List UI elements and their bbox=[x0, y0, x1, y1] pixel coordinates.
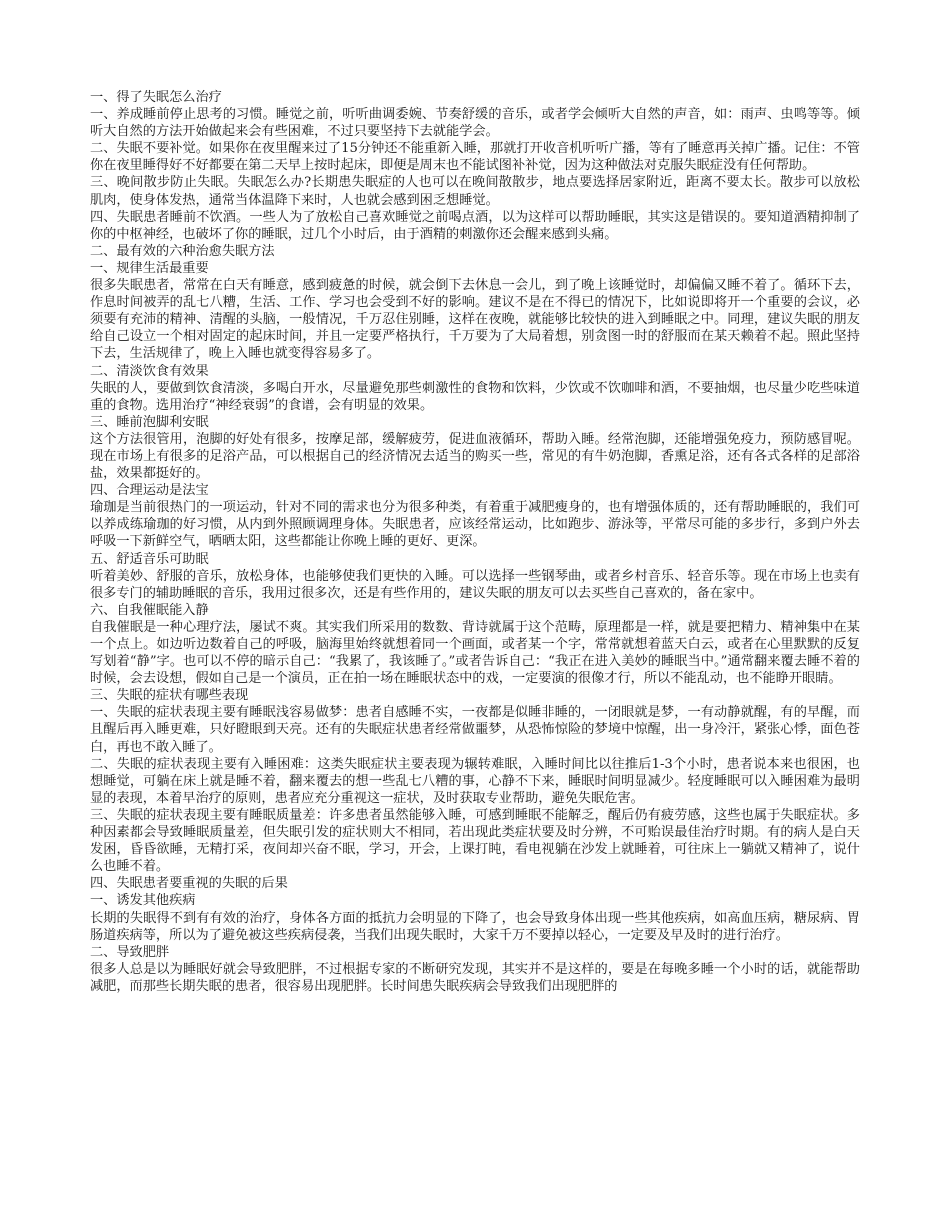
section-heading: 二、导致肥胖 bbox=[90, 944, 170, 960]
section-heading: 一、规律生活最重要 bbox=[90, 260, 209, 276]
body-paragraph: 二、失眠不要补觉。如果你在夜里醒来过了15分钟还不能重新入睡，那就打开收音机听听广播，等有了睡意再关掉广播。记住：不管你在夜里睡得好不好都要在第二天早上按时起床，即便是周末也不能试图补补觉，因为这种做法对克服失眠症没有任何帮助。 bbox=[90, 141, 860, 174]
section-heading: 一、得了失眠怎么治疗 bbox=[90, 90, 222, 105]
section-heading: 六、自我催眠能入静 bbox=[90, 602, 209, 618]
section-heading: 四、失眠患者要重视的失眠的后果 bbox=[90, 876, 288, 892]
body-paragraph: 听着美妙、舒服的音乐，放松身体，也能够使我们更快的入睡。可以选择一些钢琴曲，或者乡村音乐、轻音乐等。现在市场上也卖有很多专门的辅助睡眠的音乐，我用过很多次，还是有些作用的，建议失眠的朋友可以去买些自己喜欢的，备在家中。 bbox=[90, 568, 860, 601]
section-heading: 一、诱发其他疾病 bbox=[90, 893, 196, 909]
body-paragraph: 这个方法很管用，泡脚的好处有很多，按摩足部，缓解疲劳，促进血液循环，帮助入睡。经常泡脚，还能增强免疫力，预防感冒呢。现在市场上有很多的足浴产品，可以根据自己的经济情况去适当的购买一些，常见的有牛奶泡脚，香熏足浴，还有各式各样的足部浴盐，效果都挺好的。 bbox=[90, 431, 860, 482]
section-heading: 二、清淡饮食有效果 bbox=[90, 363, 209, 379]
section-heading: 二、最有效的六种治愈失眠方法 bbox=[90, 243, 275, 259]
section-heading: 三、睡前泡脚利安眠 bbox=[90, 414, 209, 430]
body-paragraph: 瑜珈是当前很热门的一项运动，针对不同的需求也分为很多种类，有着重于减肥瘦身的，也有增强体质的，还有帮助睡眠的，我们可以养成练瑜珈的好习惯，从内到外照顾调理身体。失眠患者，应该经常运动，比如跑步、游泳等，平常尽可能的多步行，多到户外去呼吸一下新鲜空气，晒晒太阳，这些都能让你晚上睡的更好、更深。 bbox=[90, 500, 860, 550]
section-heading: 五、舒适音乐可助眠 bbox=[90, 551, 209, 567]
body-paragraph: 三、晚间散步防止失眠。失眠怎么办?长期患失眠症的人也可以在晚间散散步，地点要选择居家附近，距离不要太长。散步可以放松肌肉，使身体发热，通常当体温降下来时，人也就会感到困乏想睡觉。 bbox=[90, 175, 860, 208]
section-heading: 三、失眠的症状有哪些表现 bbox=[90, 688, 249, 704]
document-body bbox=[90, 89, 860, 995]
body-paragraph: 三、失眠的症状表现主要有睡眠质量差：许多患者虽然能够入睡，可感到睡眠不能解乏，醒后仍有疲劳感，这些也属于失眠症状。多种因素都会导致睡眠质量差，但失眠引发的症状则大不相同，若出现此类症状要及时分辨，不可贻误最佳治疗时期。有的病人是白天发困，昏昏欲睡，无精打采，夜间却兴奋不眠，学习，开会，上课打盹，看电视躺在沙发上就睡着，可往床上一躺就又精神了，说什么也睡不着。 bbox=[90, 807, 860, 875]
body-paragraph: 长期的失眠得不到有有效的治疗，身体各方面的抵抗力会明显的下降了，也会导致身体出现一些其他疾病，如高血压病，糖尿病、胃肠道疾病等，所以为了避免被这些疾病侵袭，当我们出现失眠时，大家千万不要掉以轻心，一定要及早及时的进行治疗。 bbox=[90, 910, 860, 943]
body-paragraph: 很多失眠患者，常常在白天有睡意，感到疲惫的时候，就会倒下去休息一会儿，到了晚上该睡觉时，却偏偏又睡不着了。循环下去，作息时间被弄的乱七八糟，生活、工作、学习也会受到不好的影响。建议不是在不得已的情况下，比如说即将开一个重要的会议，必须要有充沛的精神、清醒的头脑，一般情况，千万忍住别睡，这样在夜晚，就能够比较快的进入到睡眠之中。同理，建议失眠的朋友给自己设立一个相对固定的起床时间，并且一定要严格执行，千万要为了大局着想，别贪图一时的舒服而在某天赖着不起。照此坚持下去，生活规律了，晚上入睡也就变得容易多了。 bbox=[90, 278, 860, 362]
body-paragraph: 自我催眠是一种心理疗法，屡试不爽。其实我们所采用的数数、背诗就属于这个范畴，原理都是一样，就是要把精力、精神集中在某一个点上。如边听边数着自己的呼吸，脑海里始终就想着同一个画面，或者某一个字，常常就想着蓝天白云，或者在心里默默的反复写划着“静”字。也可以不停的暗示自己：“我累了，我该睡了。”或者告诉自己：“我正在进入美妙的睡眠当中。”通常翻来覆去睡不着的时候，会去设想，假如自己是一个演员，正在拍一场在睡眠状态中的戏，一定要演的很像才行，所以不能乱动，也不能睁开眼睛。 bbox=[90, 619, 860, 687]
body-paragraph: 四、失眠患者睡前不饮酒。一些人为了放松自己喜欢睡觉之前喝点酒，以为这样可以帮助睡眠，其实这是错误的。要知道酒精抑制了你的中枢神经，也破坏了你的睡眠，过几个小时后，由于酒精的刺激你还会醒来感到头痛。 bbox=[90, 209, 860, 242]
section-heading: 四、合理运动是法宝 bbox=[90, 483, 209, 499]
body-paragraph: 很多人总是以为睡眠好就会导致肥胖，不过根据专家的不断研究发现，其实并不是这样的，要是在每晚多睡一个小时的话，就能帮助减肥，而那些长期失眠的患者，很容易出现肥胖。长时间患失眠疾病会导致我们出现肥胖的 bbox=[90, 961, 860, 994]
body-paragraph: 一、失眠的症状表现主要有睡眠浅容易做梦：患者自感睡不实，一夜都是似睡非睡的，一闭眼就是梦，一有动静就醒，有的早醒，而且醒后再入睡更难，只好瞪眼到天亮。还有的失眠症状患者经常做噩梦，从恐怖惊险的梦境中惊醒，出一身冷汗，紧张心悸，面色苍白，再也不敢入睡了。 bbox=[90, 705, 860, 755]
body-paragraph: 二、失眠的症状表现主要有入睡困难：这类失眠症状主要表现为辗转难眠，入睡时间比以往推后1-3个小时，患者说本来也很困，也想睡觉，可躺在床上就是睡不着，翻来覆去的想一些乱七八糟的事，心静不下来，睡眠时间明显减少。轻度睡眠可以入睡困难为最明显的表现，本着早治疗的原则，患者应充分重视这一症状，及时获取专业帮助，避免失眠危害。 bbox=[90, 756, 860, 806]
body-paragraph: 失眠的人，要做到饮食清淡，多喝白开水，尽量避免那些刺激性的食物和饮料，少饮或不饮咖啡和酒，不要抽烟，也尽量少吃些味道重的食物。选用治疗“神经衰弱”的食谱，会有明显的效果。 bbox=[90, 380, 860, 413]
body-paragraph: 一、养成睡前停止思考的习惯。睡觉之前，听听曲调委婉、节奏舒缓的音乐，或者学会倾听大自然的声音，如：雨声、虫鸣等等。倾听大自然的方法开始做起来会有些困难，不过只要坚持下去就能学会。 bbox=[90, 107, 860, 140]
